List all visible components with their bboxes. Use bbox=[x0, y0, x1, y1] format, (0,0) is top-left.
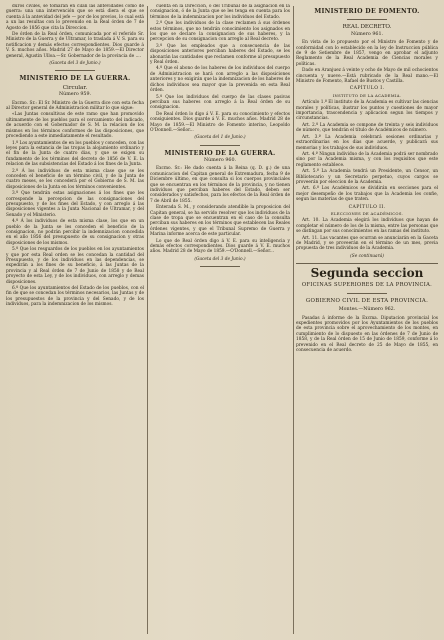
column-divider bbox=[147, 6, 148, 634]
gazette-citation: (Gaceta del 3 de Junio.) bbox=[49, 61, 101, 67]
paragraph: 2.º Que los individuos de la clase reclamen á sus órdenes estos términos, que no tendrán conocimiento los asignados en los que se declare la consignacion de sus haberes, y la percepcion de su consignacion con arreglo al Real decreto. bbox=[150, 21, 290, 43]
paragraph: 1.º Los ayuntamientos de en los pueblos y conceden, con las leyes para la estancia de las tropas la alojamiento ordinario y el fin de la Junta de cuatro dias, y que se exigen su fundamento de los términos del decreto de 1856 de V. E. la relacion de las subsistencias del Estado á los fines de la Junta. bbox=[6, 140, 144, 168]
ministry-heading: MINISTERIO DE FOMENTO. bbox=[314, 8, 420, 15]
column-divider bbox=[293, 6, 294, 634]
article: Art. 5.º La Academia tendrá un Presidente, un Censor, un Bibliotecario y un Secretario perpetuo, cuyos cargos se proveerán por eleccion de la Academia. bbox=[296, 169, 438, 185]
paragraph: Excmo. Sr.: El Sr. Ministro de la Guerra dice con esta fecha al Director general de Administracion militar lo que sigue: bbox=[6, 100, 144, 112]
paragraph: 4.º Á los individuos de esta misma clase, los que en un pueblo de la Junta se les conceden el beneficio de la consignacion, no podrán percibir la indemnizacion concedida en el año 1856 del presupuesto de su consignacion y otras disposiciones de los mismos. bbox=[6, 219, 144, 246]
section-heading: Segunda seccion bbox=[310, 266, 424, 281]
section-rule bbox=[296, 263, 438, 264]
document-number: Montes.—Número 962. bbox=[338, 307, 396, 313]
paragraph: duros civiles, se tomarán en cilan las antevidades como de guerra: una una intervención que se está diera el que se cuenta á la antevidad del jefe — por de los previos, lo cual está a un las resultas con lo prevenido en la Real órden de 7 de Agosto de 1856 que cita la Direccion. bbox=[6, 4, 144, 31]
separator-rule bbox=[200, 145, 240, 146]
ministry-heading: MINISTERIO DE LA GUERRA. bbox=[164, 149, 276, 157]
office-heading: GOBIERNO CIVIL DE ESTA PROVINCIA. bbox=[305, 297, 429, 304]
paragraph: Lo que de Real órden digo á V. E. para su inteligencia y demás efectos correspondientes. Dios guarde á V. E. muchos años. Madrid 28 de Mayo de 1859.—O'Donnell.—Señor... bbox=[150, 238, 290, 255]
chapter-heading: CAPÍTULO II. bbox=[348, 204, 386, 210]
chapter-subheading: INSTITUTO DE LA ACADEMIA. bbox=[332, 92, 402, 98]
article: Art. 6.º Los Académicos se dividirán en secciones para el mejor desempeño de los trabajos que la Academia les confie, segun las materias de que traten. bbox=[296, 186, 438, 203]
paragraph: Enterada S. M., y considerando atendible la proposicion del Capitan general, se ha servido resolver que los individuos de la clase de tropa que se encuentran en el caso de la consulta perciban sus haberes en los términos que establecen las Reales órdenes vigentes, y que el Tribunal Supremo de Guerra y Marina informe acerca de este particular. bbox=[150, 205, 290, 238]
article: Art. 3.º La Academia celebrará sesiones ordinarias y extraordinarias en los dias que acuerde, y publicará sus memorias y los trabajos de sus individuos. bbox=[296, 134, 438, 151]
separator-rule bbox=[347, 293, 387, 294]
document-type: Circular. bbox=[62, 84, 88, 91]
separator-rule bbox=[55, 70, 95, 71]
section-subheading: OFICINAS SUPERIORES DE LA PROVINCIA. bbox=[301, 282, 433, 289]
ministry-heading: MINISTERIO DE LA GUERRA. bbox=[19, 75, 131, 83]
continuation-note: (Se continuará) bbox=[350, 253, 384, 259]
article: Artículo 1.º El instituto de la Academia es cultivar las ciencias morales y políticas, ilustrar los puntos y cuestiones de mayor importancia, trascendencia y aplicacion segun los tiempos y circunstancias. bbox=[296, 100, 438, 122]
article: Art. 11. Las vacantes que ocurran se anunciarán en la Gaceta de Madrid, y se proveerán en el término de un mes, previa propuesta de tres individuos de la Academia. bbox=[296, 235, 438, 252]
paragraph: 5.º Que los resguardos de los pueblos en los ayuntamientos y que por esta Real orden se les concedan la cantidad del Presupuesto, y de los individuos en las dependencias, se expedirán a los fines de su beneficio, á las Juntas de la provincia y al Real órden de 7 de Junio de 1858 y de Real proyecto de esta Ley, y de los individuos, con arreglo y demas disposiciones. bbox=[6, 247, 144, 285]
paragraph: De Real órden lo digo á V. E. para su conocimiento y efectos consiguientes. Dios guarde á V. E. muchos años. Madrid 28 de Mayo de 1859.—El Ministro de Fomento interino, Leopoldo O'Donnell.—Señor... bbox=[150, 111, 290, 133]
column-left bbox=[6, 4, 144, 636]
chapter-subheading: ELECCIONES DE ACADÉMICOS. bbox=[330, 210, 404, 216]
document-number: Número 961. bbox=[350, 31, 384, 37]
paragraph: 3.º Que los empleados que a consecuencia de las disposiciones anteriores perciban haberes del Estado, se les abonarán las cantidades que reclamen conforme al presupuesto y Real órden. bbox=[150, 43, 290, 66]
paragraph: 2.º Á los individuos de esta misma clase que se les conceden el beneficio de un término civil, y de la Junta de cuatro meses, se les concederá por el Gobierno de S. M. las disposiciones de la Junta en los términos convenientes. bbox=[6, 168, 144, 190]
column-right bbox=[296, 4, 438, 636]
paragraph: 3.º Que tendrán estas asignaciones á los fines que les corresponde la percepcion de las consignaciones del presupuesto, y de los fines del Estado, y con arreglo á las disposiciones vigentes a la Junta Nacional de Ultramar, y del Senado y el Ministerio. bbox=[6, 191, 144, 218]
paragraph: Excmo. Sr.: He dado cuenta á la Reina (q. D. g.) de una comunicacion del Capitan general de Extremadura, fecha 9 de Diciembre último, en que consulta si los cuerpos provinciales que se encuentran en los términos de la provincia, y no tienen individuos que perciban haberes del Estado, deben ser considerados y satisfechos, para los efectos de la Real órden de 7 de Abril de 1855. bbox=[150, 166, 290, 204]
paragraph: cuenta en la Direccion, ó del Tribunal de la asignacion en la consignacion, ó de la Junta que se les tenga en cuenta para los términos de la indemnizacion por los individuos del Estado. bbox=[150, 4, 290, 20]
paragraph: «Las Juntas consultivas de este ramo que han promovido ultimamente de los pueblos para el cercamiento del indicado, de acuerdo con el Gobernador de S. M. la relacion de los mismos en los términos conformes de las disposiciones, que procediendo a este inmediatamente el resultado. bbox=[6, 112, 144, 140]
gazette-citation: (Gaceta del 3 de Junio.) bbox=[194, 256, 246, 262]
separator-rule bbox=[347, 19, 387, 20]
paragraph: Pasadas á informe de la Excma. Diputacion provincial los expedientes promovidos por los Ayuntamientos de los pueblos de esta provincia sobre el aprovechamiento de los montes, en cumplimiento de lo dispuesto en las órdenes de 7 de Junio de 1858, y de la Real órden de 15 de Junio de 1859, conforme á lo prevenido en el Real decreto de 25 de Mayo de 1855, en consecuencia de acuerdo. bbox=[296, 315, 438, 354]
article: Art. 4.º Ningun individuo de la Academia podrá ser nombrado sino por la Academia misma, y con los requisitos que este reglamento establece. bbox=[296, 151, 438, 168]
paragraph: 6.º Que los ayuntamientos del Estado de los pueblos, con el fin de que se concedan los términos necesarios, las Juntas y de los presupuestos de la provincia y del Senado, y de los individuos, para la indemnizacion de los mismos. bbox=[6, 286, 144, 308]
decree-title: REAL DECRETO. bbox=[342, 24, 392, 31]
separator-rule bbox=[200, 266, 240, 267]
article: Art. 10. La Academia elegirá los individuos que hayan de completar el número de los de la misma, entre las personas que se distingan por sus conocimientos en las ramas del instituto. bbox=[296, 218, 438, 235]
document-number: Número 959. bbox=[58, 92, 92, 98]
paragraph: Dado en Aranjuez á veinte y ocho de Mayo de mil ochocientos cincuenta y nueve.—Está rubricado de la Real mano.—El Ministro de Fomento, Rafael de Bustos y Castilla. bbox=[296, 68, 438, 85]
paragraph: 4.º Que el abono de los haberes de los individuos del cuerpo de Administracion se hará con arreglo a las disposiciones anteriores y no exigirán que la indemnizacion de los haberes de dichos individuos sea mayor que la prevenida en esta Real órden. bbox=[150, 66, 290, 94]
paragraph: En vista de lo propuesto por el Ministro de Fomento y de conformidad con lo establecido en la ley de Instruccion pública de 9 de Setiembre de 1857, vengo en aprobar el adjunto Reglamento de la Real Academia de Ciencias morales y políticas. bbox=[296, 40, 438, 67]
column-middle bbox=[150, 4, 290, 636]
gazette-citation: (Gaceta del 1 de Junio.) bbox=[194, 135, 246, 141]
paragraph: 5.º Que los individuos del cuerpo de las clases pasivas perciban sus haberes con arreglo á la Real órden de su consignacion. bbox=[150, 94, 290, 111]
chapter-heading: CAPÍTULO I. bbox=[349, 86, 385, 92]
paragraph: De órden de la Real órden, comunicada por el referido Sr. Ministro de la Guerra y de Ultramar, lo traslada á V. S. para su notificacion y demás efectos correspondientes. Dios guarde á V. S. muchos años. Madrid 27 de Mayo de 1859.—El Director general, Agustin Ulloa.—Sr. Gobernador de la provincia de .... bbox=[6, 32, 144, 59]
document-number: Número 960. bbox=[203, 157, 237, 163]
article: Art. 2.º La Academia se compone de treinta y seis individuos de número, que tendrán el título de Académicos de número. bbox=[296, 122, 438, 134]
